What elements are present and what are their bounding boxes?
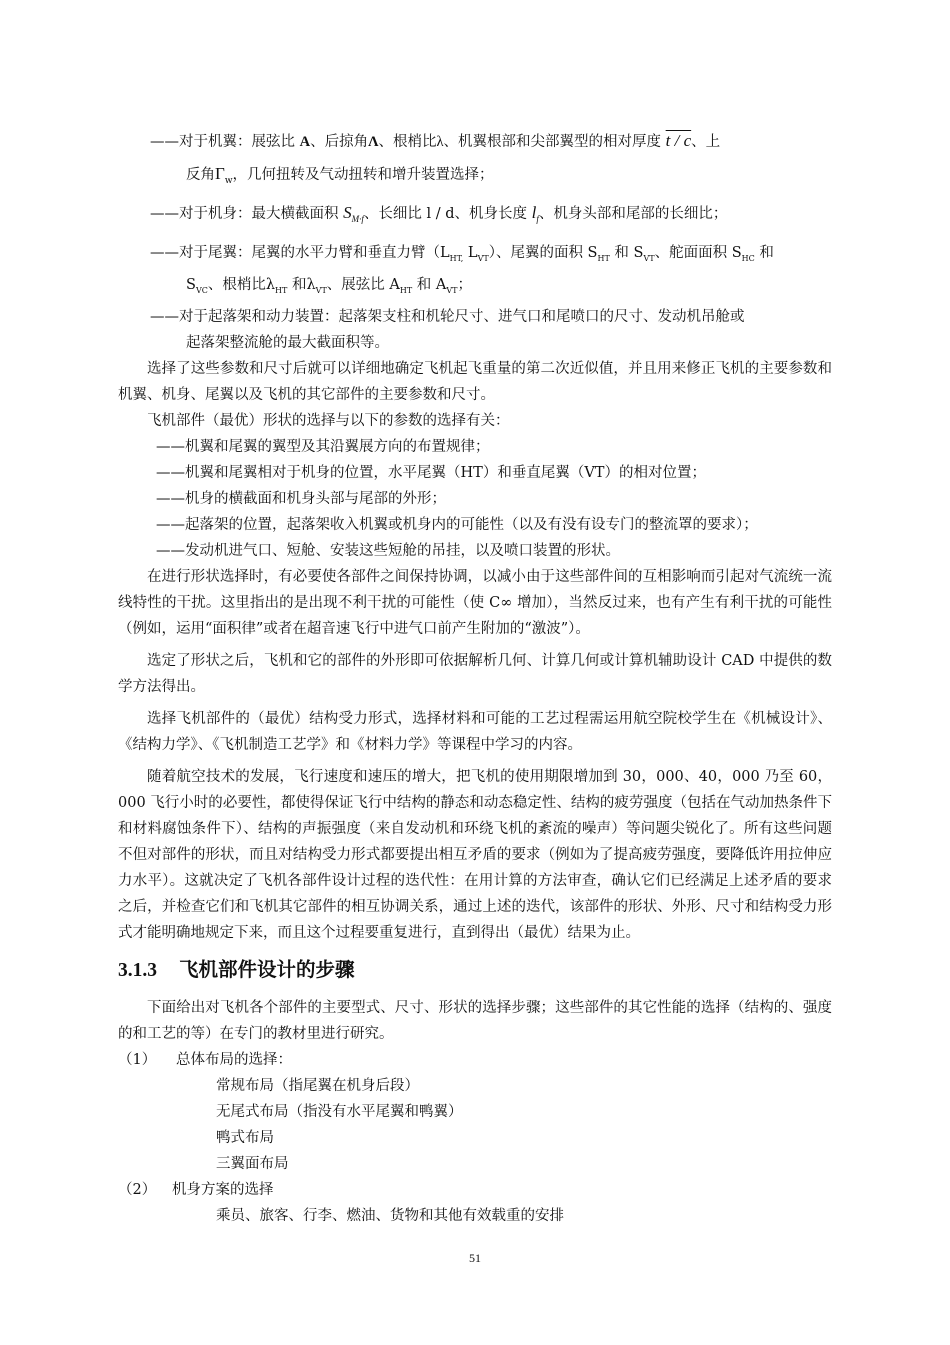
- section-title: 飞机部件设计的步骤: [179, 957, 355, 981]
- section-heading: [118, 955, 832, 986]
- paragraph-structure: 选择飞机部件的（最优）结构受力形式，选择材料和可能的工艺过程需运用航空院校学生在《机械设计》、《结构力学》、《飞机制造工艺学》和《材料力学》等课程中学习的内容。: [118, 710, 832, 753]
- step-title: 机身方案的选择: [172, 1181, 274, 1198]
- paragraph-steps-intro: 下面给出对飞机各个部件的主要型式、尺寸、形状的选择步骤；这些部件的其它性能的选择（结构的、强度的和工艺的等）在专门的教材里进行研究。: [118, 999, 832, 1042]
- step-label: （1）: [118, 1051, 157, 1068]
- shape-item: ——机翼和尾翼的翼型及其沿翼展方向的布置规律；: [156, 438, 490, 455]
- shape-item: ——起落架的位置，起落架收入机翼或机身内的可能性（以及有没有设专门的整流罩的要求）；: [156, 516, 758, 533]
- step-label: （2）: [118, 1181, 157, 1198]
- gear-params-line: ——对于起落架和动力装置：起落架支柱和机轮尺寸、进气口和尾喷口的尺寸、发动机吊舱或: [150, 308, 745, 325]
- tail-params-cont: $S_{VC}$、根梢比$\lambda_{HT}$ 和$\lambda_{VT}$、展弦比 $A_{HT}$ 和 $A_{VT}$；: [186, 276, 473, 295]
- paragraph-shape-intro: 飞机部件（最优）形状的选择与以下的参数的选择有关：: [147, 412, 510, 429]
- page-number: 51: [469, 1251, 481, 1265]
- fuselage-params-line: ——对于机身：最大横截面积 $S_{M\cdot f}$、长细比 l / d、机身长度 $l_f$、机身头部和尾部的长细比；: [150, 202, 728, 224]
- paragraph-coordination: 在进行形状选择时，有必要使各部件之间保持协调，以减小由于这些部件间的互相影响而引起对气流统一流线特性的干扰。这里指出的是出现不利干扰的可能性（使 C∞ 增加），当然反过来，也有产生有利干扰的可能性（例如，运用“面积律”或者在超音速飞行中进气口前产生附加的“激波”）。: [118, 568, 832, 637]
- shape-item: ——机翼和尾翼相对于机身的位置，水平尾翼（HT）和垂直尾翼（VT）的相对位置；: [156, 464, 706, 481]
- paragraph-second-approx: 选择了这些参数和尺寸后就可以详细地确定飞机起飞重量的第二次近似值，并且用来修正飞机的主要参数和机翼、机身、尾翼以及飞机的其它部件的主要参数和尺寸。: [118, 360, 832, 403]
- wing-params-line: ——对于机翼：展弦比 A、后掠角Λ、根梢比λ、机翼根部和尖部翼型的相对厚度 t / c、上: [150, 131, 721, 150]
- step-item: [118, 1177, 832, 1203]
- step-title: 总体布局的选择：: [176, 1051, 292, 1068]
- step-subitem: 鸭式布局: [216, 1129, 274, 1146]
- step-item: [118, 1047, 832, 1073]
- step-subitem: 乘员、旅客、行李、燃油、货物和其他有效载重的安排: [216, 1207, 564, 1224]
- shape-item: ——发动机进气口、短舱、安装这些短舱的吊挂，以及喷口装置的形状。: [156, 542, 620, 559]
- tail-params-line: ——对于尾翼：尾翼的水平力臂和垂直力臂（$L_{HT,}$ $L_{VT}$）、尾翼的面积 $S_{HT}$ 和 $S_{VT}$、舵面面积 $S_{HC}$ 和: [150, 244, 774, 263]
- step-subitem: 三翼面布局: [216, 1155, 289, 1172]
- section-number: 3.1.3: [118, 959, 157, 981]
- paragraph-iteration: 随着航空技术的发展，飞行速度和速压的增大，把飞机的使用期限增加到 30，000、40，000 乃至 60，000 飞行小时的必要性，都使得保证飞行中结构的静态和动态稳定性、结构的疲劳强度（包括在气动加热条件下和材料腐蚀条件下）、结构的声振强度（来自发动机和环绕飞机的紊流的噪声）等问题尖锐化了。所有这些问题不但对部件的形状，而且对结构受力形式都要提出相互矛盾的要求（例如为了提高疲劳强度，要降低许用拉伸应力水平）。这就决定了飞机各部件设计过程的迭代性：在用计算的方法审查，确认它们已经满足上述矛盾的要求之后，并检查它们和飞机其它部件的相互协调关系，通过上述的迭代，该部件的形状、外形、尺寸和结构受力形式才能明确地规定下来，而且这个过程要重复进行，直到得出（最优）结果为止。: [118, 768, 832, 941]
- gear-params-cont: 起落架整流舱的最大截面积等。: [186, 334, 389, 351]
- paragraph-cad: 选定了形状之后，飞机和它的部件的外形即可依据解析几何、计算几何或计算机辅助设计 CAD 中提供的数学方法得出。: [118, 652, 832, 695]
- step-subitem: 无尾式布局（指没有水平尾翼和鸭翼）: [216, 1103, 463, 1120]
- page-body: [118, 128, 832, 1229]
- wing-params-cont: 反角$\Gamma_w$，几何扭转及气动扭转和增升装置选择；: [186, 164, 494, 186]
- step-subitem: 常规布局（指尾翼在机身后段）: [216, 1077, 419, 1094]
- shape-item: ——机身的横截面和机身头部与尾部的外形；: [156, 490, 446, 507]
